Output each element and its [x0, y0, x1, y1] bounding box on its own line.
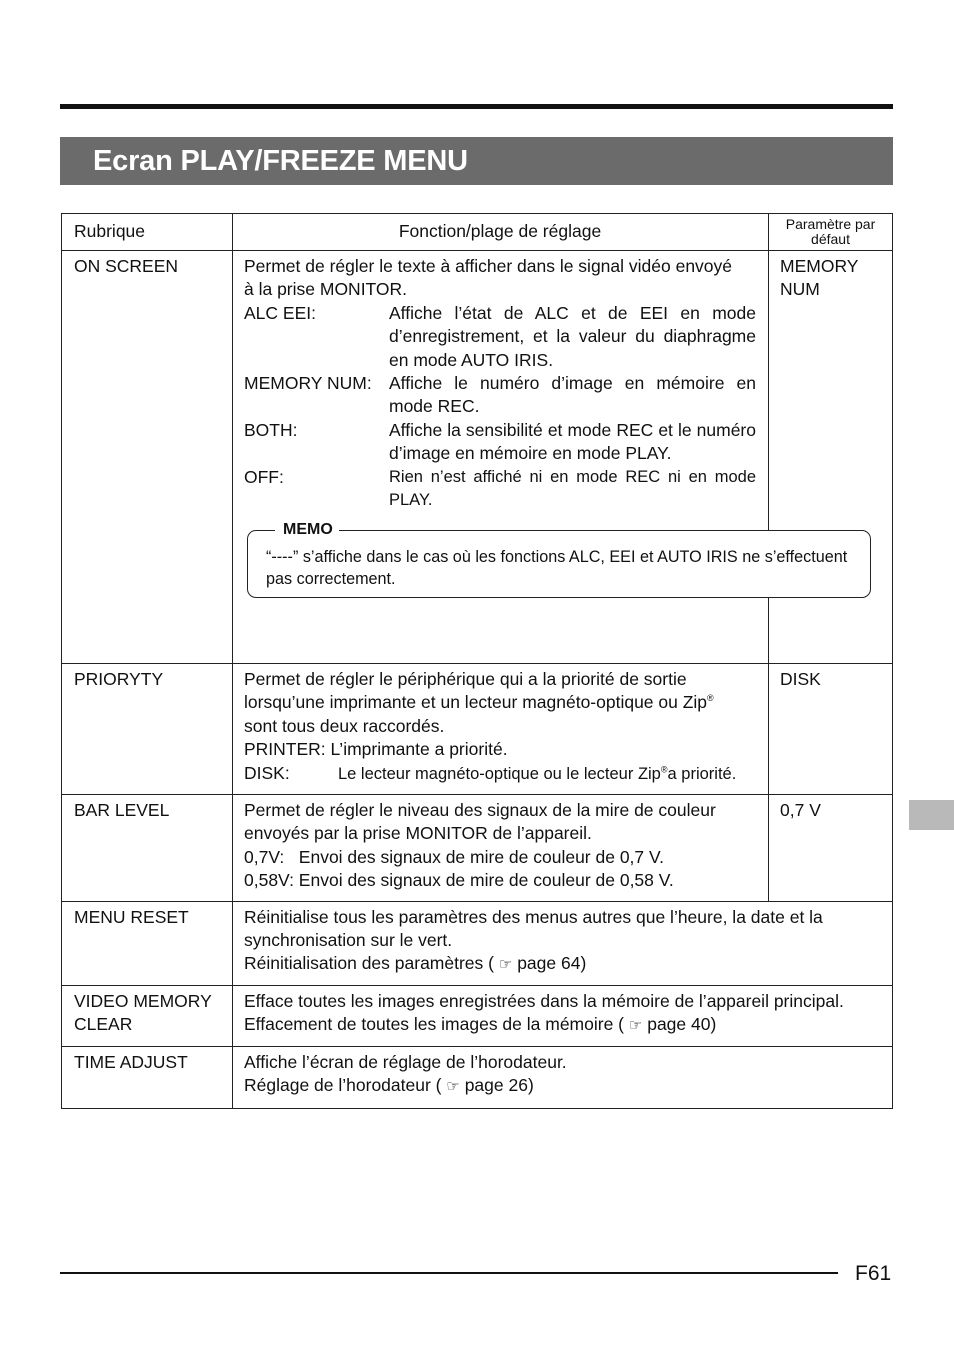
function-line: Permet de régler le périphérique qui a la priorité de sortie [244, 669, 687, 689]
function-line: Affiche l’écran de réglage de l’horodateur. [244, 1051, 567, 1072]
header-item: Rubrique [62, 214, 233, 251]
function-line: 0,7V: Envoi des signaux de mire de couleur de 0,7 V. [244, 846, 664, 867]
default-line: NUM [780, 279, 820, 300]
header-default: Paramètre par défaut [769, 214, 893, 251]
reference-hand-icon: ☞ [628, 1017, 643, 1035]
function-line: PRINTER: L’imprimante a priorité. [244, 739, 508, 760]
function-line: Permet de régler le niveau des signaux de la mire de couleur [244, 800, 716, 821]
row-function-video-memory-clear [233, 985, 893, 1046]
row-function-time-adjust [233, 1046, 893, 1108]
row-item-on-screen: ON SCREEN [62, 251, 233, 664]
function-line: lorsqu’une imprimante et un lecteur magnéto-optique ou Zip® [244, 692, 714, 713]
item-line: VIDEO MEMORY [74, 990, 212, 1011]
table-header-row [62, 214, 893, 251]
section-tab [909, 800, 954, 830]
registered-mark: ® [660, 764, 668, 775]
page-title: Ecran PLAY/FREEZE MENU [60, 137, 893, 185]
function-line: Réinitialisation des paramètres ( ☞ page 64) [244, 953, 587, 974]
function-line: à la prise MONITOR. [244, 279, 408, 300]
settings-table [61, 213, 893, 1109]
option-desc: Affiche l’état de ALC et de EEI en mode d’enregistrement, et la valeur du diaphragme en mode AUTO IRIS. [389, 302, 756, 370]
table-row [62, 901, 893, 985]
row-function-on-screen [233, 251, 769, 664]
reference-hand-icon: ☞ [498, 956, 513, 974]
function-line: Effacement de toutes les images de la mémoire ( ☞ page 40) [244, 1014, 717, 1035]
option-desc: Rien n’est affiché ni en mode REC ni en mode PLAY. [389, 467, 756, 510]
reference-hand-icon: ☞ [446, 1078, 460, 1096]
top-rule [60, 104, 893, 109]
row-default-priority: DISK [769, 664, 893, 795]
row-item-time-adjust: TIME ADJUST [62, 1046, 233, 1108]
row-function-priority [233, 664, 769, 795]
table-row [62, 251, 893, 664]
function-line: synchronisation sur le vert. [244, 930, 453, 951]
bottom-rule [60, 1272, 838, 1274]
function-line [244, 762, 756, 786]
row-default-on-screen [769, 251, 893, 664]
row-item-video-memory-clear [62, 985, 233, 1046]
row-item-bar-level: BAR LEVEL [62, 795, 233, 902]
function-line: envoyés par la prise MONITOR de l’appareil. [244, 823, 592, 844]
function-line: 0,58V: Envoi des signaux de mire de couleur de 0,58 V. [244, 870, 674, 891]
option-desc: Le lecteur magnéto-optique ou le lecteur Zip®a priorité. [338, 764, 737, 783]
function-line: Permet de régler le texte à afficher dans le signal vidéo envoyé [244, 256, 733, 276]
page-number: F61 [855, 1262, 892, 1285]
memo-title: MEMO [275, 520, 339, 540]
default-line: MEMORY [780, 256, 859, 276]
row-item-menu-reset: MENU RESET [62, 901, 233, 985]
memo-box [247, 521, 871, 598]
row-default-bar-level: 0,7 V [769, 795, 893, 902]
table-row [62, 664, 893, 795]
function-line: Efface toutes les images enregistrées dans la mémoire de l’appareil principal. [244, 990, 844, 1011]
registered-mark: ® [707, 693, 714, 704]
option-list [244, 302, 756, 513]
option-term: ALC EEI: [244, 302, 316, 323]
option-term: DISK: [244, 762, 290, 783]
memo-text: “----” s’affiche dans le cas où les fonctions ALC, EEI et AUTO IRIS ne s’effectuent pas correctement. [266, 548, 848, 588]
function-line: Réglage de l’horodateur ( ☞ page 26) [244, 1075, 534, 1096]
row-function-bar-level [233, 795, 769, 902]
row-function-menu-reset [233, 901, 893, 985]
table-row [62, 795, 893, 902]
function-line: Réinitialise tous les paramètres des menus autres que l’heure, la date et la [244, 906, 823, 927]
function-line: sont tous deux raccordés. [244, 715, 445, 736]
option-desc: Affiche la sensibilité et mode REC et le numéro d’image en mémoire en mode PLAY. [389, 419, 756, 464]
option-term: OFF: [244, 466, 284, 487]
option-term: MEMORY NUM: [244, 373, 372, 394]
option-desc: Affiche le numéro d’image en mémoire en mode REC. [389, 373, 756, 417]
header-function: Fonction/plage de réglage [233, 214, 769, 251]
item-line: CLEAR [74, 1014, 133, 1035]
row-item-priority: PRIORYTY [62, 664, 233, 795]
table-row [62, 1046, 893, 1108]
option-term: BOTH: [244, 419, 298, 440]
table-row [62, 985, 893, 1046]
